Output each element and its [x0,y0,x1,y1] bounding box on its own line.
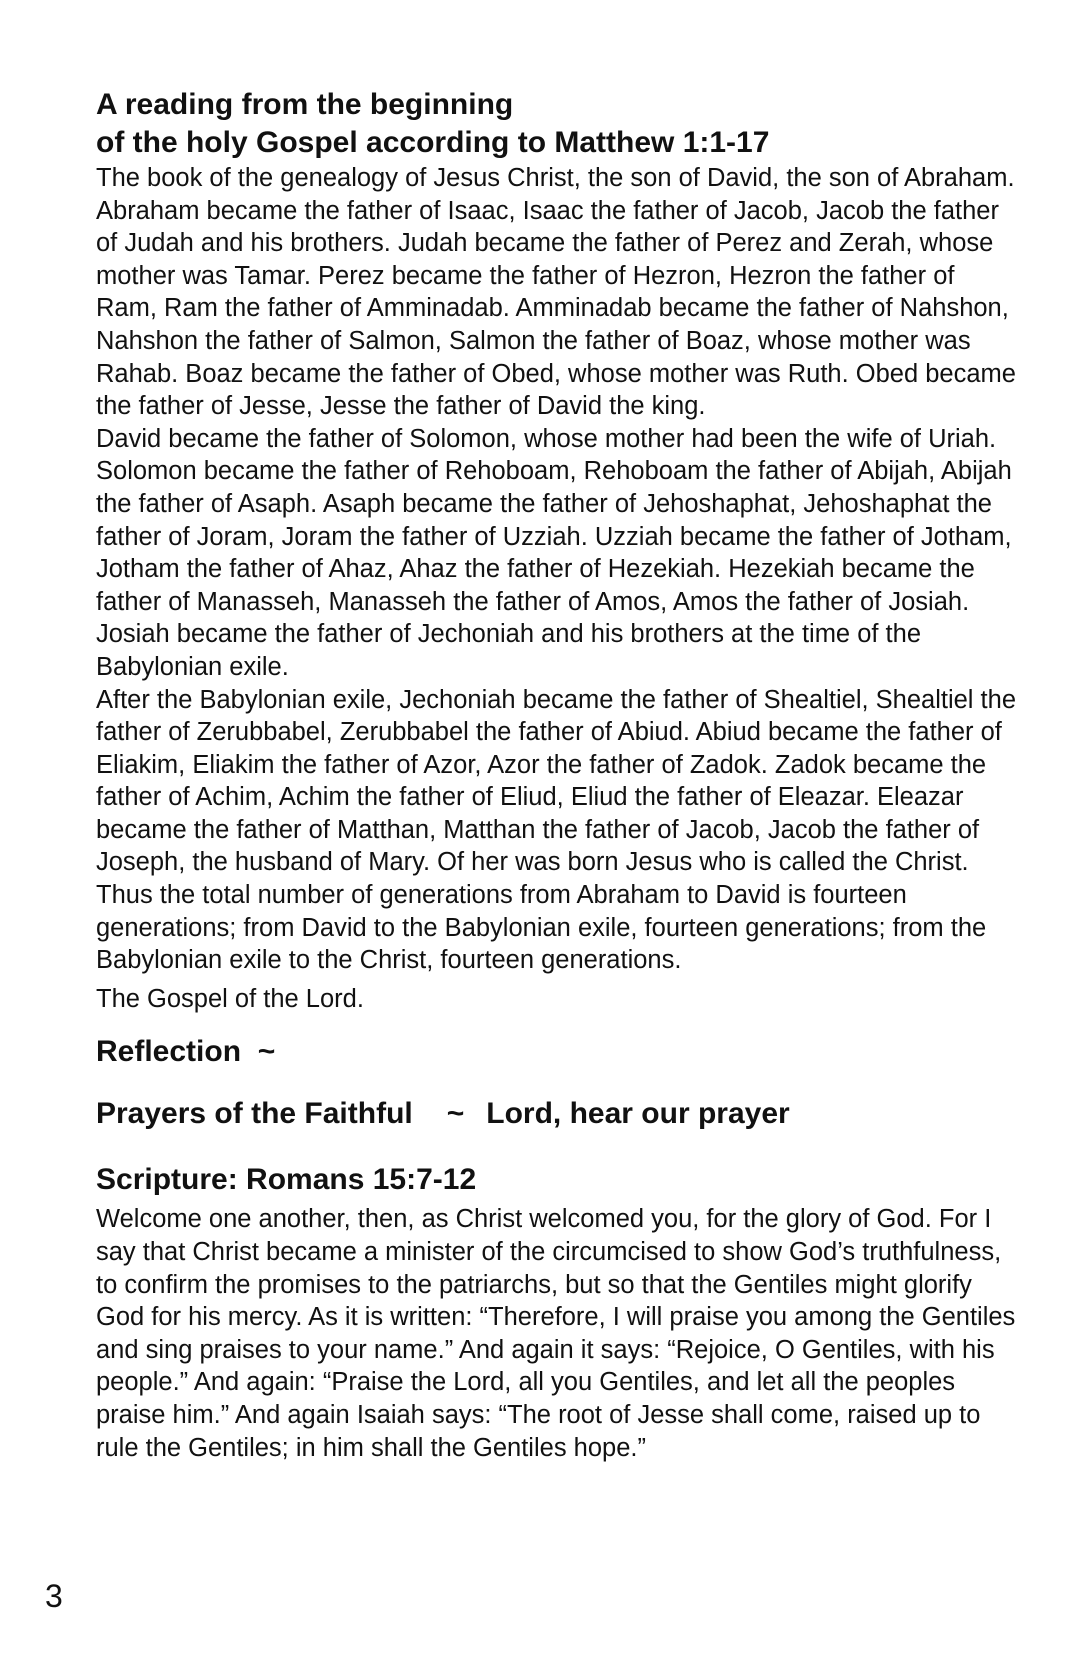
reflection-separator: ~ [257,1035,276,1069]
reflection-title: Reflection [96,1035,242,1069]
gospel-heading-line1: A reading from the beginning [96,88,514,121]
page-content [96,86,1016,1464]
gospel-paragraph: After the Babylonian exile, Jechoniah became the father of Shealtiel, Shealtiel the father of Zerubbabel, Zerubbabel the father of Abiud. Abiud became the father of Eliakim, Eliakim the father of Azor, Azor the father of Zadok. Zadok became the father of Achim, Achim the father of Eliud, Eliud the father of Eleazar. Eleazar became the father of Matthan, Matthan the father of Jacob, Jacob the father of Joseph, the husband of Mary. Of her was born Jesus who is called the Christ. [96,685,1017,877]
gospel-paragraph: Thus the total number of generations from Abraham to David is fourteen generations; from David to the Babylonian exile, fourteen generations; from the Babylonian exile to the Christ, fourteen generations. [96,881,987,975]
gospel-paragraph: The book of the genealogy of Jesus Christ, the son of David, the son of Abraham. Abraham became the father of Isaac, Isaac the father of Jacob, Jacob the father of Judah and his brothers. Judah became the father of Perez and Zerah, whose mother was Tamar. Perez became the father of Hezron, Hezron the father of Ram, Ram the father of Amminadab. Amminadab became the father of Nahshon, Nahshon the father of Salmon, Salmon the father of Boaz, whose mother was Rahab. Boaz became the father of Obed, whose mother was Ruth. Obed became the father of Jesse, Jesse the father of David the king. [96,164,1016,421]
gospel-heading-line2: of the holy Gospel according to Matthew 1:1-17 [96,126,770,159]
page-number: 3 [45,1578,63,1614]
reflection-heading [96,1033,1016,1071]
gospel-closing: The Gospel of the Lord. [96,984,364,1013]
scripture-text: Welcome one another, then, as Christ welcomed you, for the glory of God. For I say that Christ became a minister of the circumcised to show God’s truthfulness, to confirm the promises to the patriarchs, but so that the Gentiles might glorify God for his mercy. As it is written: “Therefore, I will praise you among the Gentiles and sing praises to your name.” And again it says: “Rejoice, O Gentiles, with his people.” And again: “Praise the Lord, all you Gentiles, and let all the peoples praise him.” And again Isaiah says: “The root of Jesse shall come, raised up to rule the Gentiles; in him shall the Gentiles hope.” [96,1205,1016,1462]
prayers-response: Lord, hear our prayer [486,1097,790,1131]
prayers-heading [96,1095,1016,1133]
gospel-section [96,86,1016,1015]
gospel-heading [96,86,1016,162]
prayers-separator: ~ [446,1097,465,1131]
gospel-paragraph: David became the father of Solomon, whose mother had been the wife of Uriah. Solomon became the father of Rehoboam, Rehoboam the father of Abijah, Abijah the father of Asaph. Asaph became the father of Jehoshaphat, Jehoshaphat the father of Joram, Joram the father of Uzziah. Uzziah became the father of Jotham, Jotham the father of Ahaz, Ahaz the father of Hezekiah. Hezekiah became the father of Manasseh, Manasseh the father of Amos, Amos the father of Josiah. Josiah became the father of Jechoniah and his brothers at the time of the Babylonian exile. [96,424,1012,681]
scripture-heading: Scripture: Romans 15:7-12 [96,1163,477,1197]
prayers-title: Prayers of the Faithful [96,1097,413,1131]
